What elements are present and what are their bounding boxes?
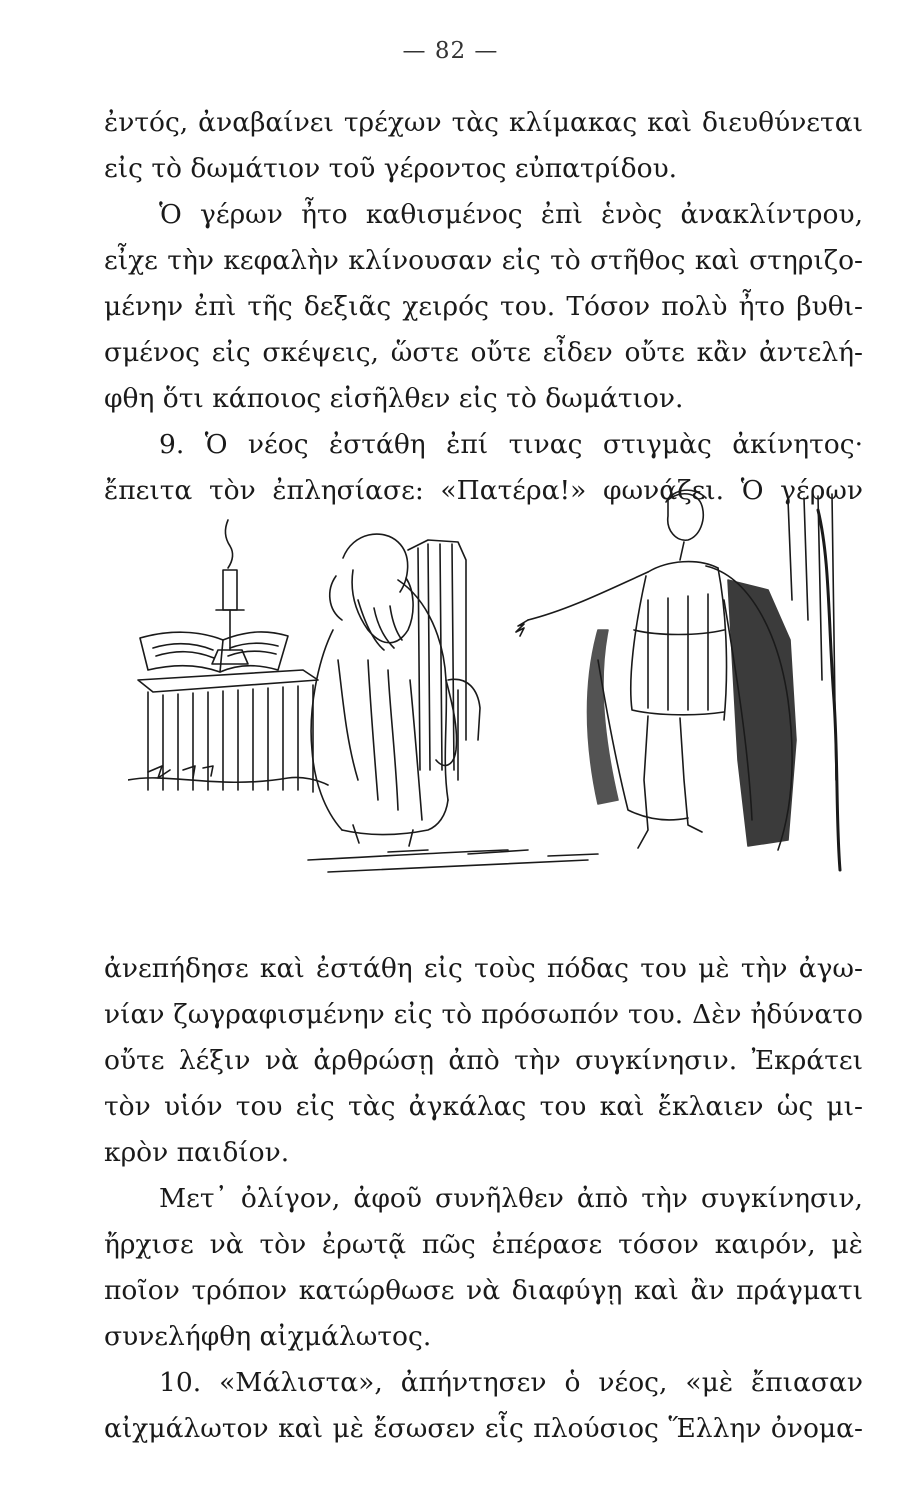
text-line: ἔπειτα τὸν ἐπλησίασε: «Πατέρα!» φωνάζει. Ὁ γέρων (104, 475, 863, 506)
text-line: φθη ὅτι κάποιος εἰσῆλθεν εἰς τὸ δωμάτιον. (104, 383, 684, 414)
text-block-top (104, 100, 863, 514)
text-line: οὔτε λέξιν νὰ ἀρθρώσῃ ἀπὸ τὴν συγκίνησιν. Ἐκράτει (104, 1045, 863, 1076)
young-man-figure (516, 490, 726, 848)
floor-lines (308, 850, 598, 872)
text-line: 10. «Μάλιστα», ἀπήντησεν ὁ νέος, «μὲ ἔπιασαν (159, 1367, 863, 1398)
text-line: συνελήφθη αἰχμάλωτος. (104, 1321, 432, 1352)
text-line: αἰχμάλωτον καὶ μὲ ἔσωσεν εἷς πλούσιος Ἕλλην ὀνομα- (104, 1413, 863, 1444)
candlestick-icon (212, 520, 248, 664)
text-line: Μετ᾽ ὀλίγον, ἀφοῦ συνῆλθεν ἀπὸ τὴν συγκίνησιν, (159, 1183, 863, 1214)
curtain-icon (788, 494, 840, 870)
cloak-icon (588, 566, 797, 850)
text-line: 9. Ὁ νέος ἐστάθη ἐπί τινας στιγμὰς ἀκίνητος· (159, 429, 863, 460)
text-line: ἤρχισε νὰ τὸν ἐρωτᾷ πῶς ἐπέρασε τόσον καιρόν, μὲ (104, 1229, 863, 1260)
text-line: μένην ἐπὶ τῆς δεξιᾶς χειρός του. Τόσον πολὺ ἦτο βυθι- (104, 291, 863, 322)
text-line: ποῖον τρόπον κατώρθωσε νὰ διαφύγῃ καὶ ἂν πράγματι (104, 1275, 863, 1306)
text-line: εἰς τὸ δωμάτιον τοῦ γέροντος εὐπατρίδου. (104, 153, 678, 184)
old-man-and-son-illustration (128, 480, 848, 880)
desk-icon (128, 670, 328, 792)
text-line: Ὁ γέρων ἦτο καθισμένος ἐπὶ ἑνὸς ἀνακλίντρου, (159, 199, 863, 230)
old-man-figure (311, 534, 456, 846)
text-line: ἐντός, ἀναβαίνει τρέχων τὰς κλίμακας καὶ διευθύνεται (104, 107, 863, 138)
text-line: τὸν υἱόν του εἰς τὰς ἀγκάλας του καὶ ἔκλαιεν ὡς μι- (104, 1091, 863, 1122)
page-number: — 82 — (402, 38, 499, 64)
open-book-icon (140, 632, 288, 672)
text-line: σμένος εἰς σκέψεις, ὥστε οὔτε εἶδεν οὔτε κἂν ἀντελή- (104, 337, 863, 368)
text-line: νίαν ζωγραφισμένην εἰς τὸ πρόσωπόν του. Δὲν ἠδύνατο (104, 999, 863, 1030)
text-line: εἶχε τὴν κεφαλὴν κλίνουσαν εἰς τὸ στῆθος καὶ στηριζο- (104, 245, 863, 276)
text-line: κρὸν παιδίον. (104, 1137, 290, 1168)
text-line: ἀνεπήδησε καὶ ἐστάθη εἰς τοὺς πόδας του μὲ τὴν ἀγω- (104, 953, 863, 984)
text-block-bottom (104, 946, 863, 1452)
